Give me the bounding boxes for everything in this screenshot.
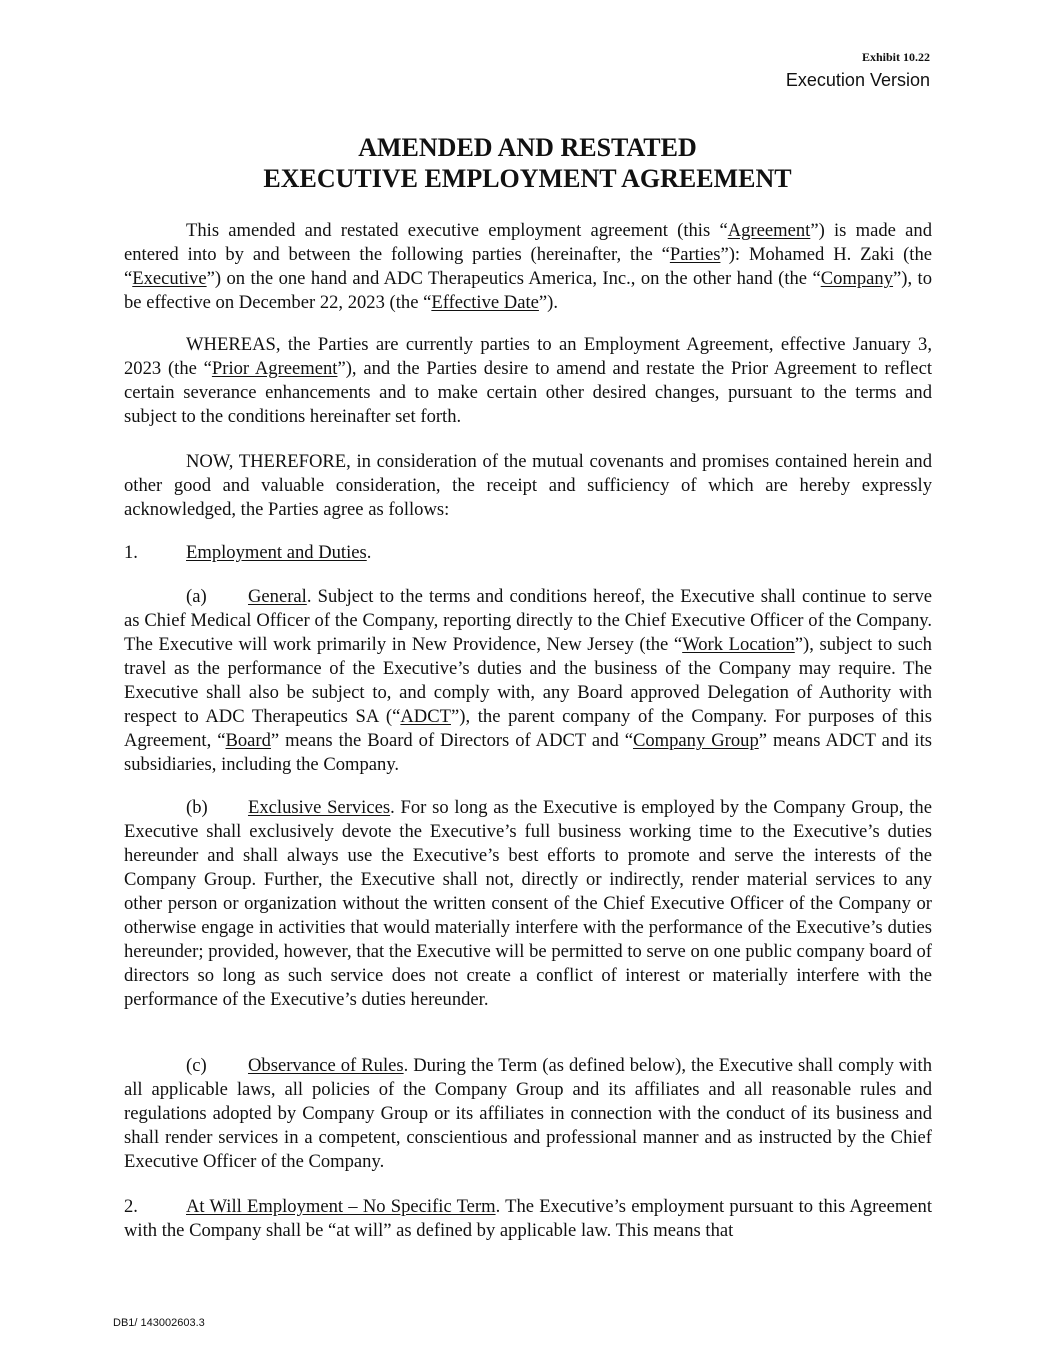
section-1a-paragraph: (a) General. Subject to the terms and conditions hereof, the Executive shall continue to serve as Chief Medical Officer of the Company, reporting directly to the Chief Executive Officer of the Company. The Executive will work primarily in New Providence, New Jersey (the “Work Location”), subject to such travel as the performance of the Executive’s duties and the business of the Company may require. The Executive shall also be subject to, and comply with, any Board approved Delegation of Authority with respect to ADC Therapeutics SA (“ADCT”), the parent company of the Company. For purposes of this Agreement, “Board” means the Board of Directors of ADCT and “Company Group” means ADCT and its subsidiaries, including the Company.: [124, 586, 933, 775]
version-label: Execution Version: [785, 70, 930, 90]
document-id-footer: DB1/ 143002603.3: [113, 1317, 205, 1329]
exhibit-label: Exhibit 10.22: [861, 50, 930, 64]
subsection-title: Observance of Rules: [248, 1055, 404, 1076]
defined-term-prior-agreement: Prior Agreement: [211, 358, 338, 379]
section-number: 1.: [124, 542, 138, 563]
now-therefore-paragraph: NOW, THEREFORE, in consideration of the mutual covenants and promises contained herein and other good and valuable consideration, the receipt and sufficiency of which are hereby expressly acknowledged, the Parties agree as follows:: [124, 451, 932, 520]
defined-term-company: Company: [820, 268, 894, 289]
section-1b-paragraph: (b) Exclusive Services. For so long as the Executive is employed by the Company Group, the Executive shall exclusively devote the Executive’s full business working time to the Executive’s duties hereunder and shall always use the Executive’s best efforts to promote and serve the interests of the Company Group. Further, the Executive shall not, directly or indirectly, render material services to any other person or organization without the written consent of the Chief Executive Officer of the Company or otherwise engage in activities that would materially interfere with the performance of the Executive’s duties hereunder; provided, however, that the Executive will be permitted to serve on one public company board of directors so long as such service does not create a conflict of interest or materially interfere with the performance of the Executive’s duties hereunder.: [124, 797, 932, 1010]
title-line-1: AMENDED AND RESTATED: [358, 133, 697, 162]
section-1c-paragraph: (c) Observance of Rules. During the Term (as defined below), the Executive shall comply with all applicable laws, all policies of the Company Group and its affiliates and all reasonable rules and regulations adopted by Company Group or its affiliates in connection with the conduct of its business and shall render services in a competent, conscientious and professional manner and as instructed by the Chief Executive Officer of the Company.: [124, 1055, 932, 1172]
section-1-heading: 1. Employment and Duties.: [124, 542, 372, 563]
defined-term-board: Board: [225, 730, 271, 751]
subsection-title: Exclusive Services: [248, 797, 391, 818]
defined-term-company-group: Company Group: [632, 730, 759, 751]
defined-term-work-location: Work Location: [682, 634, 795, 655]
defined-term-effective-date: Effective Date: [431, 292, 539, 313]
section-title: Employment and Duties: [186, 542, 367, 563]
defined-term-executive: Executive: [132, 268, 207, 289]
defined-term-parties: Parties: [669, 244, 721, 265]
subsection-label: (c): [186, 1055, 207, 1076]
section-2-paragraph: 2. At Will Employment – No Specific Term. The Executive’s employment pursuant to this Agreement with the Company shall be “at will” as defined by applicable law. This means that: [124, 1196, 932, 1241]
preamble-paragraph: This amended and restated executive employment agreement (this “Agreement”) is made and entered into by and between the following parties (hereinafter, the “Parties”): Mohamed H. Zaki (the “Executive”) on the one hand and ADC Therapeutics America, Inc., on the other hand (the “Company”), to be effective on December 22, 2023 (the “Effective Date”).: [124, 220, 933, 313]
whereas-paragraph: WHEREAS, the Parties are currently parties to an Employment Agreement, effective January 3, 2023 (the “Prior Agreement”), and the Parties desire to amend and restate the Prior Agreement to reflect certain severance enhancements and to make certain other desired changes, pursuant to the terms and subject to the conditions hereinafter set forth.: [124, 334, 932, 427]
defined-term-agreement: Agreement: [727, 220, 811, 241]
subsection-title: General: [248, 586, 307, 607]
subsection-label: (a): [186, 586, 207, 607]
section-number: 2.: [124, 1196, 138, 1217]
defined-term-adct: ADCT: [400, 706, 451, 727]
title-line-2: EXECUTIVE EMPLOYMENT AGREEMENT: [263, 164, 792, 193]
subsection-label: (b): [186, 797, 208, 818]
section-title: At Will Employment – No Specific Term: [186, 1196, 496, 1217]
document-title: [0, 132, 1055, 194]
